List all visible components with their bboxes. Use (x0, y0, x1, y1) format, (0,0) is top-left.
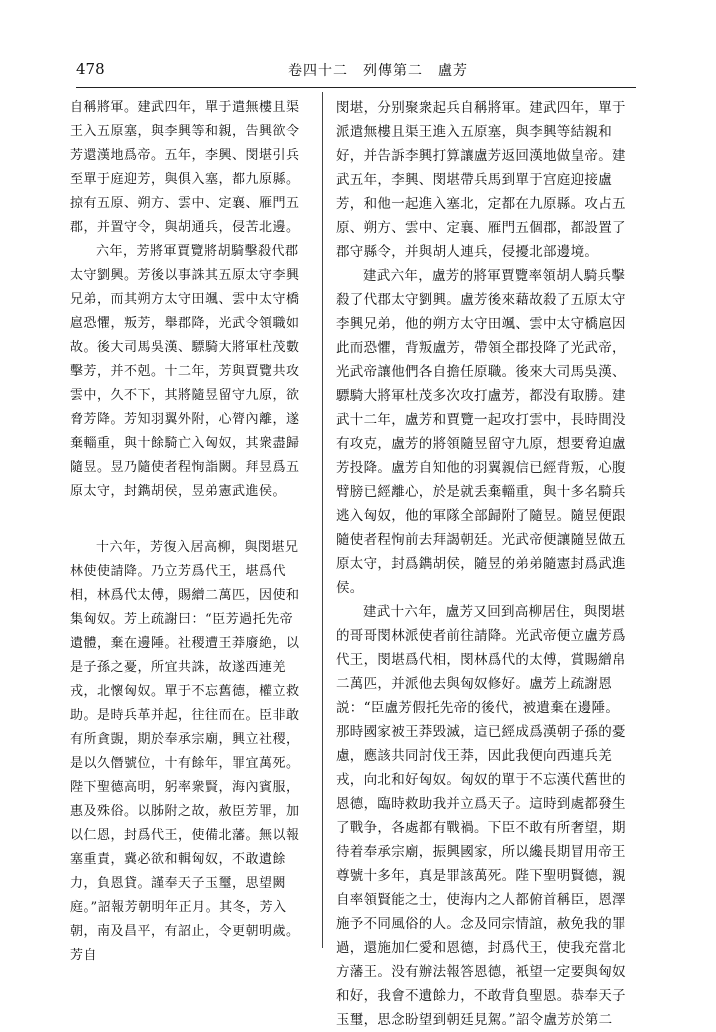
paragraph-gap (70, 504, 306, 536)
modern-translation-column (336, 96, 626, 1032)
translation-paragraph: 建武六年，盧芳的將軍賈覽率領胡人騎兵擊殺了代郡太守劉興。盧芳後來藉故殺了五原太守李興兄弟，他的朔方太守田颯、雲中太守橋扈因此而恐懼，背叛盧芳，帶領全郡投降了光武帝，光武帝讓他們各自擔任原職。後來大司馬吳漢、驃騎大將軍杜茂多次攻打盧芳，都没有取勝。建武十二年，盧芳和賈覽一起攻打雲中，長時間没有攻克，盧芳的將領隨昱留守九原，想要脅迫盧芳投降。盧芳自知他的羽翼親信已經背叛，心腹臂膀已經離心，於是就丢棄輜重，與十多名騎兵逃入匈奴，他的軍隊全部歸附了隨昱。隨昱便跟隨使者程恂前去拜謁朝廷。光武帝便讓隨昱做五原太守，封爲鐫胡侯，隨昱的弟弟隨憲封爲武進侯。 (336, 268, 626, 596)
page-number: 478 (76, 60, 105, 78)
classical-paragraph: 自稱將軍。建武四年，單于遣無樓且渠王入五原塞，與李興等和親，告興欲令芳還漢地爲帝。五年，李興、閔堪引兵至單于庭迎芳，與俱入塞，都九原縣。掠有五原、朔方、雲中、定襄、雁門五郡，并置守令，與胡通兵，侵苦北邊。 (70, 100, 300, 235)
column-divider (322, 92, 323, 948)
translation-paragraph: 閔堪，分别聚衆起兵自稱將軍。建武四年，單于派遣無樓且渠王進入五原塞，與李興等結親和好，并告訴李興打算讓盧芳返回漢地做皇帝。建武五年，李興、閔堪帶兵馬到單于宫庭迎接盧芳，和他一起進入塞北，定都在九原縣。攻占五原、朔方、雲中、定襄、雁門五個郡，都設置了郡守縣令，并與胡人連兵，侵擾北部邊境。 (336, 100, 626, 260)
running-head: 卷四十二 列傳第二 盧芳 (288, 63, 468, 79)
page-header (76, 58, 638, 84)
classical-text-column (70, 96, 306, 968)
classical-paragraph: 十六年，芳復入居高柳，與閔堪兄林使使請降。乃立芳爲代王，堪爲代相，林爲代太傅，賜繒二萬匹，因使和集匈奴。芳上疏謝曰：“臣芳過托先帝遺體，棄在邊陲。社稷遭王莽廢絶，以是子孫之憂，所宜共誅，故遂西連羌戎，北懷匈奴。單于不忘舊德，權立救助。是時兵革并起，往往而在。臣非敢有所貪覬，期於奉承宗廟，興立社稷，是以久僭號位，十有餘年，罪宜萬死。陛下聖德高明，躬率衆賢，海內賓服，惠及殊俗。以胏附之故，赦臣芳罪，加以仁恩，封爲代王，使備北藩。無以報塞重責，冀必欲和輯匈奴，不敢遺餘力，負恩貸。謹奉天子玉璽，思望闕庭。”詔報芳朝明年正月。其冬，芳入朝，南及昌平，有詔止，令更朝明歲。芳自 (70, 540, 300, 963)
header-rule (76, 87, 636, 88)
translation-paragraph: 建武十六年，盧芳又回到高柳居住，與閔堪的哥哥閔林派使者前往請降。光武帝便立盧芳爲代王，閔堪爲代相，閔林爲代的太傅，賞賜繒帛二萬匹，并派他去與匈奴修好。盧芳上疏謝恩説：“臣盧芳假托先帝的後代，被遺棄在邊陲。那時國家被王莽毁滅，這已經成爲漢朝子孫的憂慮，應該共同討伐王莽，因此我便向西連兵羌戎，向北和好匈奴。匈奴的單于不忘漢代舊世的恩德，臨時救助我并立爲天子。這時到處都發生了戰争，各處都有戰禍。下臣不敢有所奢望，期待着奉承宗廟，振興國家，所以纔長期冒用帝王尊號十多年，真是罪該萬死。陛下聖明賢德，親自率領賢能之士，使海内之人都俯首稱臣，恩澤施予不同風俗的人。念及同宗情誼，赦免我的罪過，還施加仁愛和恩德，封爲代王，使我充當北方藩王。没有辦法報答恩德，衹望一定要與匈奴和好，我會不遺餘力，不敢背負聖恩。恭奉天子玉璽，思念盼望到朝廷見駕。”詔令盧芳於第二 (336, 604, 626, 1028)
classical-paragraph: 六年，芳將軍賈覽將胡騎擊殺代郡太守劉興。芳後以事誅其五原太守李興兄弟，而其朔方太守田颯、雲中太守橋扈恐懼，叛芳，舉郡降，光武令領職如故。後大司馬吳漢、驃騎大將軍杜茂數擊芳，并不剋。十二年，芳與賈覽共攻雲中，久不下，其將隨昱留守九原，欲脅芳降。芳知羽翼外附，心膂內離，遂棄輜重，與十餘騎亡入匈奴，其衆盡歸隨昱。昱乃隨使者程恂詣闕。拜昱爲五原太守，封鐫胡侯，昱弟憲武進侯。 (70, 244, 300, 499)
